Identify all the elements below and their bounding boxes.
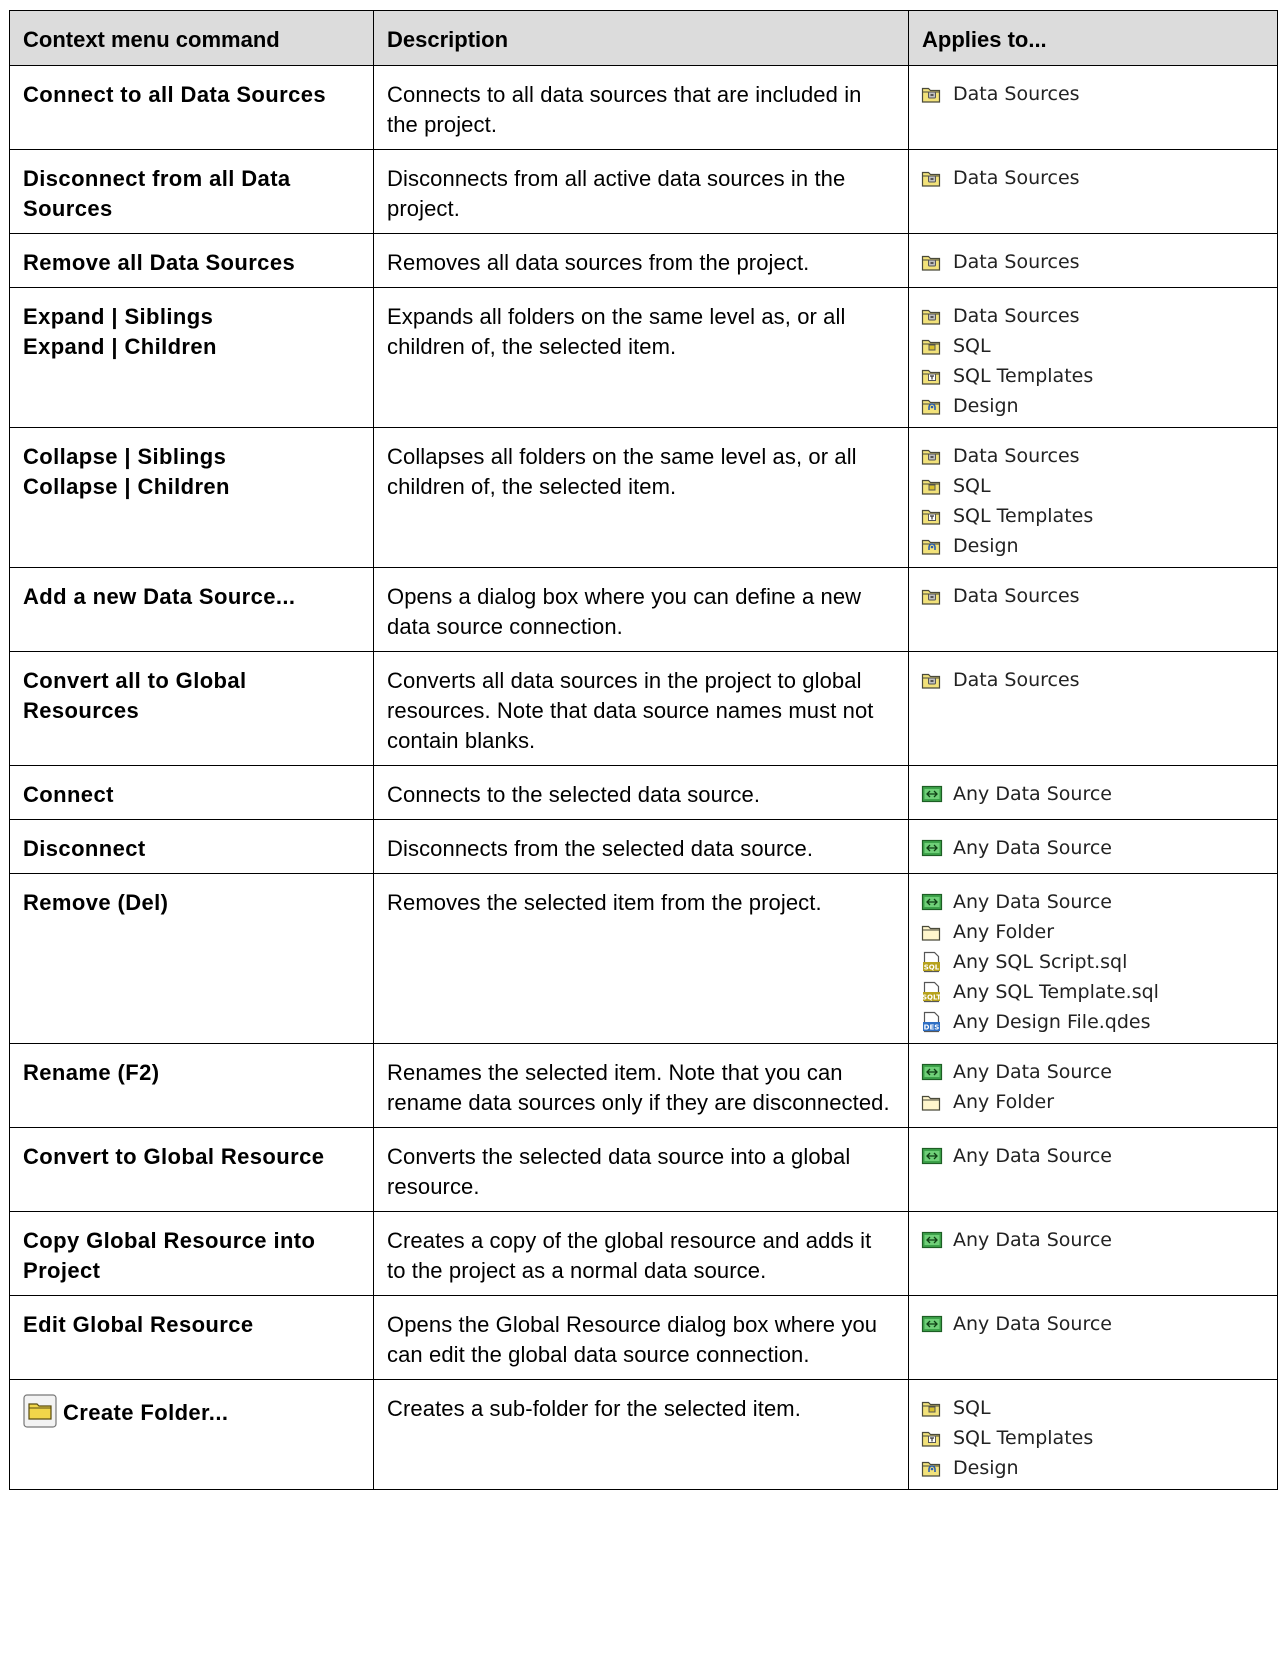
applies-to-cell: [909, 652, 1278, 766]
command-cell: [10, 568, 374, 652]
applies-to-label: Any Data Source: [953, 1061, 1112, 1083]
applies-to-item: [921, 441, 1267, 471]
applies-to-item: [921, 531, 1267, 561]
data-sources-folder-icon: [921, 306, 953, 326]
svg-text:DES: DES: [923, 1023, 940, 1032]
applies-to-item: [921, 1309, 1267, 1339]
applies-to-label: SQL: [953, 1397, 991, 1419]
sql-folder-icon: [921, 1398, 953, 1418]
command-cell: [10, 1128, 374, 1212]
table-row: [10, 428, 1278, 568]
design-folder-icon: [921, 396, 953, 416]
applies-to-item: [921, 471, 1267, 501]
applies-to-item: [921, 361, 1267, 391]
sql-templates-folder-icon: [921, 506, 953, 526]
description-cell: Connects to all data sources that are included in the project.: [374, 66, 909, 150]
description-cell: Renames the selected item. Note that you can rename data sources only if they are disconnected.: [374, 1044, 909, 1128]
applies-to-cell: [909, 428, 1278, 568]
data-sources-folder-icon: [921, 670, 953, 690]
applies-to-cell: [909, 1380, 1278, 1490]
svg-text:SQL: SQL: [923, 963, 940, 972]
table-row: [10, 568, 1278, 652]
sql-template-icon: [921, 981, 953, 1003]
applies-to-item: [921, 1423, 1267, 1453]
applies-to-label: Any Data Source: [953, 891, 1112, 913]
table-row: [10, 1044, 1278, 1128]
header-row: [10, 11, 1278, 66]
design-file-icon: [921, 1011, 953, 1033]
design-folder-icon: [921, 536, 953, 556]
description-cell: Opens the Global Resource dialog box where you can edit the global data source connection.: [374, 1296, 909, 1380]
description-cell: Removes all data sources from the project.: [374, 234, 909, 288]
command-cell: [10, 150, 374, 234]
command-label: Add a new Data Source...: [23, 584, 296, 609]
context-menu-table: [9, 10, 1278, 1490]
command-cell: [10, 874, 374, 1044]
design-folder-icon: [921, 1458, 953, 1478]
applies-to-item: [921, 163, 1267, 193]
data-source-icon: [921, 1314, 953, 1334]
data-sources-folder-icon: [921, 586, 953, 606]
applies-to-item: [921, 833, 1267, 863]
applies-to-item: [921, 977, 1267, 1007]
applies-to-cell: [909, 568, 1278, 652]
applies-to-label: SQL Templates: [953, 365, 1094, 387]
command-cell: [10, 1296, 374, 1380]
applies-to-label: Design: [953, 395, 1019, 417]
description-cell: Expands all folders on the same level as, or all children of, the selected item.: [374, 288, 909, 428]
description-cell: Converts all data sources in the project to global resources. Note that data source names must not contain blanks.: [374, 652, 909, 766]
applies-to-label: SQL: [953, 475, 991, 497]
command-cell: [10, 1212, 374, 1296]
sql-templates-folder-icon: [921, 1428, 953, 1448]
table-row: [10, 150, 1278, 234]
applies-to-item: [921, 1057, 1267, 1087]
applies-to-item: [921, 917, 1267, 947]
description-cell: Connects to the selected data source.: [374, 766, 909, 820]
applies-to-label: Design: [953, 1457, 1019, 1479]
command-cell: [10, 652, 374, 766]
applies-to-cell: [909, 820, 1278, 874]
command-label: Connect: [23, 782, 114, 807]
applies-to-cell: [909, 234, 1278, 288]
sql-folder-icon: [921, 336, 953, 356]
applies-to-label: Any Data Source: [953, 1229, 1112, 1251]
data-source-icon: [921, 1062, 953, 1082]
description-cell: Collapses all folders on the same level as, or all children of, the selected item.: [374, 428, 909, 568]
table-row: [10, 874, 1278, 1044]
command-cell: [10, 428, 374, 568]
applies-to-label: Data Sources: [953, 167, 1080, 189]
applies-to-item: [921, 501, 1267, 531]
applies-to-item: [921, 581, 1267, 611]
command-cell: [10, 66, 374, 150]
create-folder-icon: [23, 1394, 57, 1436]
applies-to-cell: [909, 1212, 1278, 1296]
applies-to-label: Any Folder: [953, 1091, 1055, 1113]
command-label: Connect to all Data Sources: [23, 82, 326, 107]
description-cell: Creates a sub-folder for the selected item.: [374, 1380, 909, 1490]
applies-to-label: Any SQL Template.sql: [953, 981, 1159, 1003]
table-row: [10, 1380, 1278, 1490]
table-row: [10, 766, 1278, 820]
applies-to-label: Data Sources: [953, 305, 1080, 327]
applies-to-cell: [909, 288, 1278, 428]
applies-to-item: [921, 391, 1267, 421]
command-label: Edit Global Resource: [23, 1312, 254, 1337]
command-cell: [10, 1380, 374, 1490]
description-cell: Disconnects from all active data sources in the project.: [374, 150, 909, 234]
folder-icon: [921, 1092, 953, 1112]
applies-to-item: [921, 1453, 1267, 1483]
table-row: [10, 820, 1278, 874]
table-row: [10, 1296, 1278, 1380]
applies-to-label: Any Data Source: [953, 783, 1112, 805]
command-label: Collapse | Siblings: [23, 444, 227, 469]
applies-to-label: Any Design File.qdes: [953, 1011, 1151, 1033]
applies-to-item: [921, 1007, 1267, 1037]
command-label: Convert to Global Resource: [23, 1144, 325, 1169]
sql-folder-icon: [921, 476, 953, 496]
description-cell: Creates a copy of the global resource and adds it to the project as a normal data source.: [374, 1212, 909, 1296]
applies-to-label: Data Sources: [953, 83, 1080, 105]
applies-to-item: [921, 1087, 1267, 1117]
command-label: Expand | Siblings: [23, 304, 214, 329]
data-source-icon: [921, 1230, 953, 1250]
data-sources-folder-icon: [921, 168, 953, 188]
applies-to-cell: [909, 766, 1278, 820]
table-row: [10, 652, 1278, 766]
command-cell: [10, 234, 374, 288]
svg-text:SQLT: SQLT: [921, 993, 942, 1002]
command-cell: [10, 288, 374, 428]
command-label: Remove (Del): [23, 890, 169, 915]
applies-to-cell: [909, 1044, 1278, 1128]
applies-to-label: Any Data Source: [953, 837, 1112, 859]
description-cell: Disconnects from the selected data source.: [374, 820, 909, 874]
command-cell: [10, 1044, 374, 1128]
table-row: [10, 1128, 1278, 1212]
applies-to-cell: [909, 150, 1278, 234]
command-cell: [10, 820, 374, 874]
applies-to-label: SQL Templates: [953, 1427, 1094, 1449]
command-label: Disconnect from all Data Sources: [23, 166, 291, 221]
description-cell: Converts the selected data source into a global resource.: [374, 1128, 909, 1212]
applies-to-label: Data Sources: [953, 251, 1080, 273]
header-applies-to: Applies to...: [909, 11, 1278, 66]
description-cell: Removes the selected item from the project.: [374, 874, 909, 1044]
applies-to-item: [921, 1141, 1267, 1171]
header-command: Context menu command: [10, 11, 374, 66]
data-source-icon: [921, 892, 953, 912]
applies-to-item: [921, 779, 1267, 809]
applies-to-label: Data Sources: [953, 445, 1080, 467]
applies-to-item: [921, 79, 1267, 109]
applies-to-cell: [909, 1128, 1278, 1212]
table-row: [10, 288, 1278, 428]
applies-to-item: [921, 665, 1267, 695]
header-description: Description: [374, 11, 909, 66]
command-label: Convert all to Global Resources: [23, 668, 247, 723]
applies-to-label: SQL Templates: [953, 505, 1094, 527]
applies-to-item: [921, 301, 1267, 331]
data-sources-folder-icon: [921, 84, 953, 104]
applies-to-label: Any Data Source: [953, 1313, 1112, 1335]
applies-to-item: [921, 887, 1267, 917]
data-source-icon: [921, 784, 953, 804]
command-label: Expand | Children: [23, 334, 217, 359]
table-row: [10, 1212, 1278, 1296]
command-label: Remove all Data Sources: [23, 250, 296, 275]
applies-to-label: Any Folder: [953, 921, 1055, 943]
applies-to-item: [921, 1225, 1267, 1255]
command-label: Create Folder...: [63, 1400, 229, 1425]
applies-to-item: [921, 1393, 1267, 1423]
applies-to-cell: [909, 874, 1278, 1044]
data-sources-folder-icon: [921, 446, 953, 466]
applies-to-label: Data Sources: [953, 585, 1080, 607]
command-label: Disconnect: [23, 836, 146, 861]
data-source-icon: [921, 1146, 953, 1166]
applies-to-label: Any Data Source: [953, 1145, 1112, 1167]
command-label: Collapse | Children: [23, 474, 230, 499]
command-cell: [10, 766, 374, 820]
folder-icon: [921, 922, 953, 942]
applies-to-label: Design: [953, 535, 1019, 557]
applies-to-cell: [909, 1296, 1278, 1380]
sql-templates-folder-icon: [921, 366, 953, 386]
applies-to-label: SQL: [953, 335, 991, 357]
command-label: Copy Global Resource into Project: [23, 1228, 316, 1283]
applies-to-item: [921, 247, 1267, 277]
table-row: [10, 234, 1278, 288]
data-source-icon: [921, 838, 953, 858]
applies-to-item: [921, 947, 1267, 977]
sql-script-icon: [921, 951, 953, 973]
applies-to-label: Data Sources: [953, 669, 1080, 691]
applies-to-item: [921, 331, 1267, 361]
data-sources-folder-icon: [921, 252, 953, 272]
applies-to-label: Any SQL Script.sql: [953, 951, 1128, 973]
description-cell: Opens a dialog box where you can define a new data source connection.: [374, 568, 909, 652]
applies-to-cell: [909, 66, 1278, 150]
command-label: Rename (F2): [23, 1060, 160, 1085]
table-row: [10, 66, 1278, 150]
